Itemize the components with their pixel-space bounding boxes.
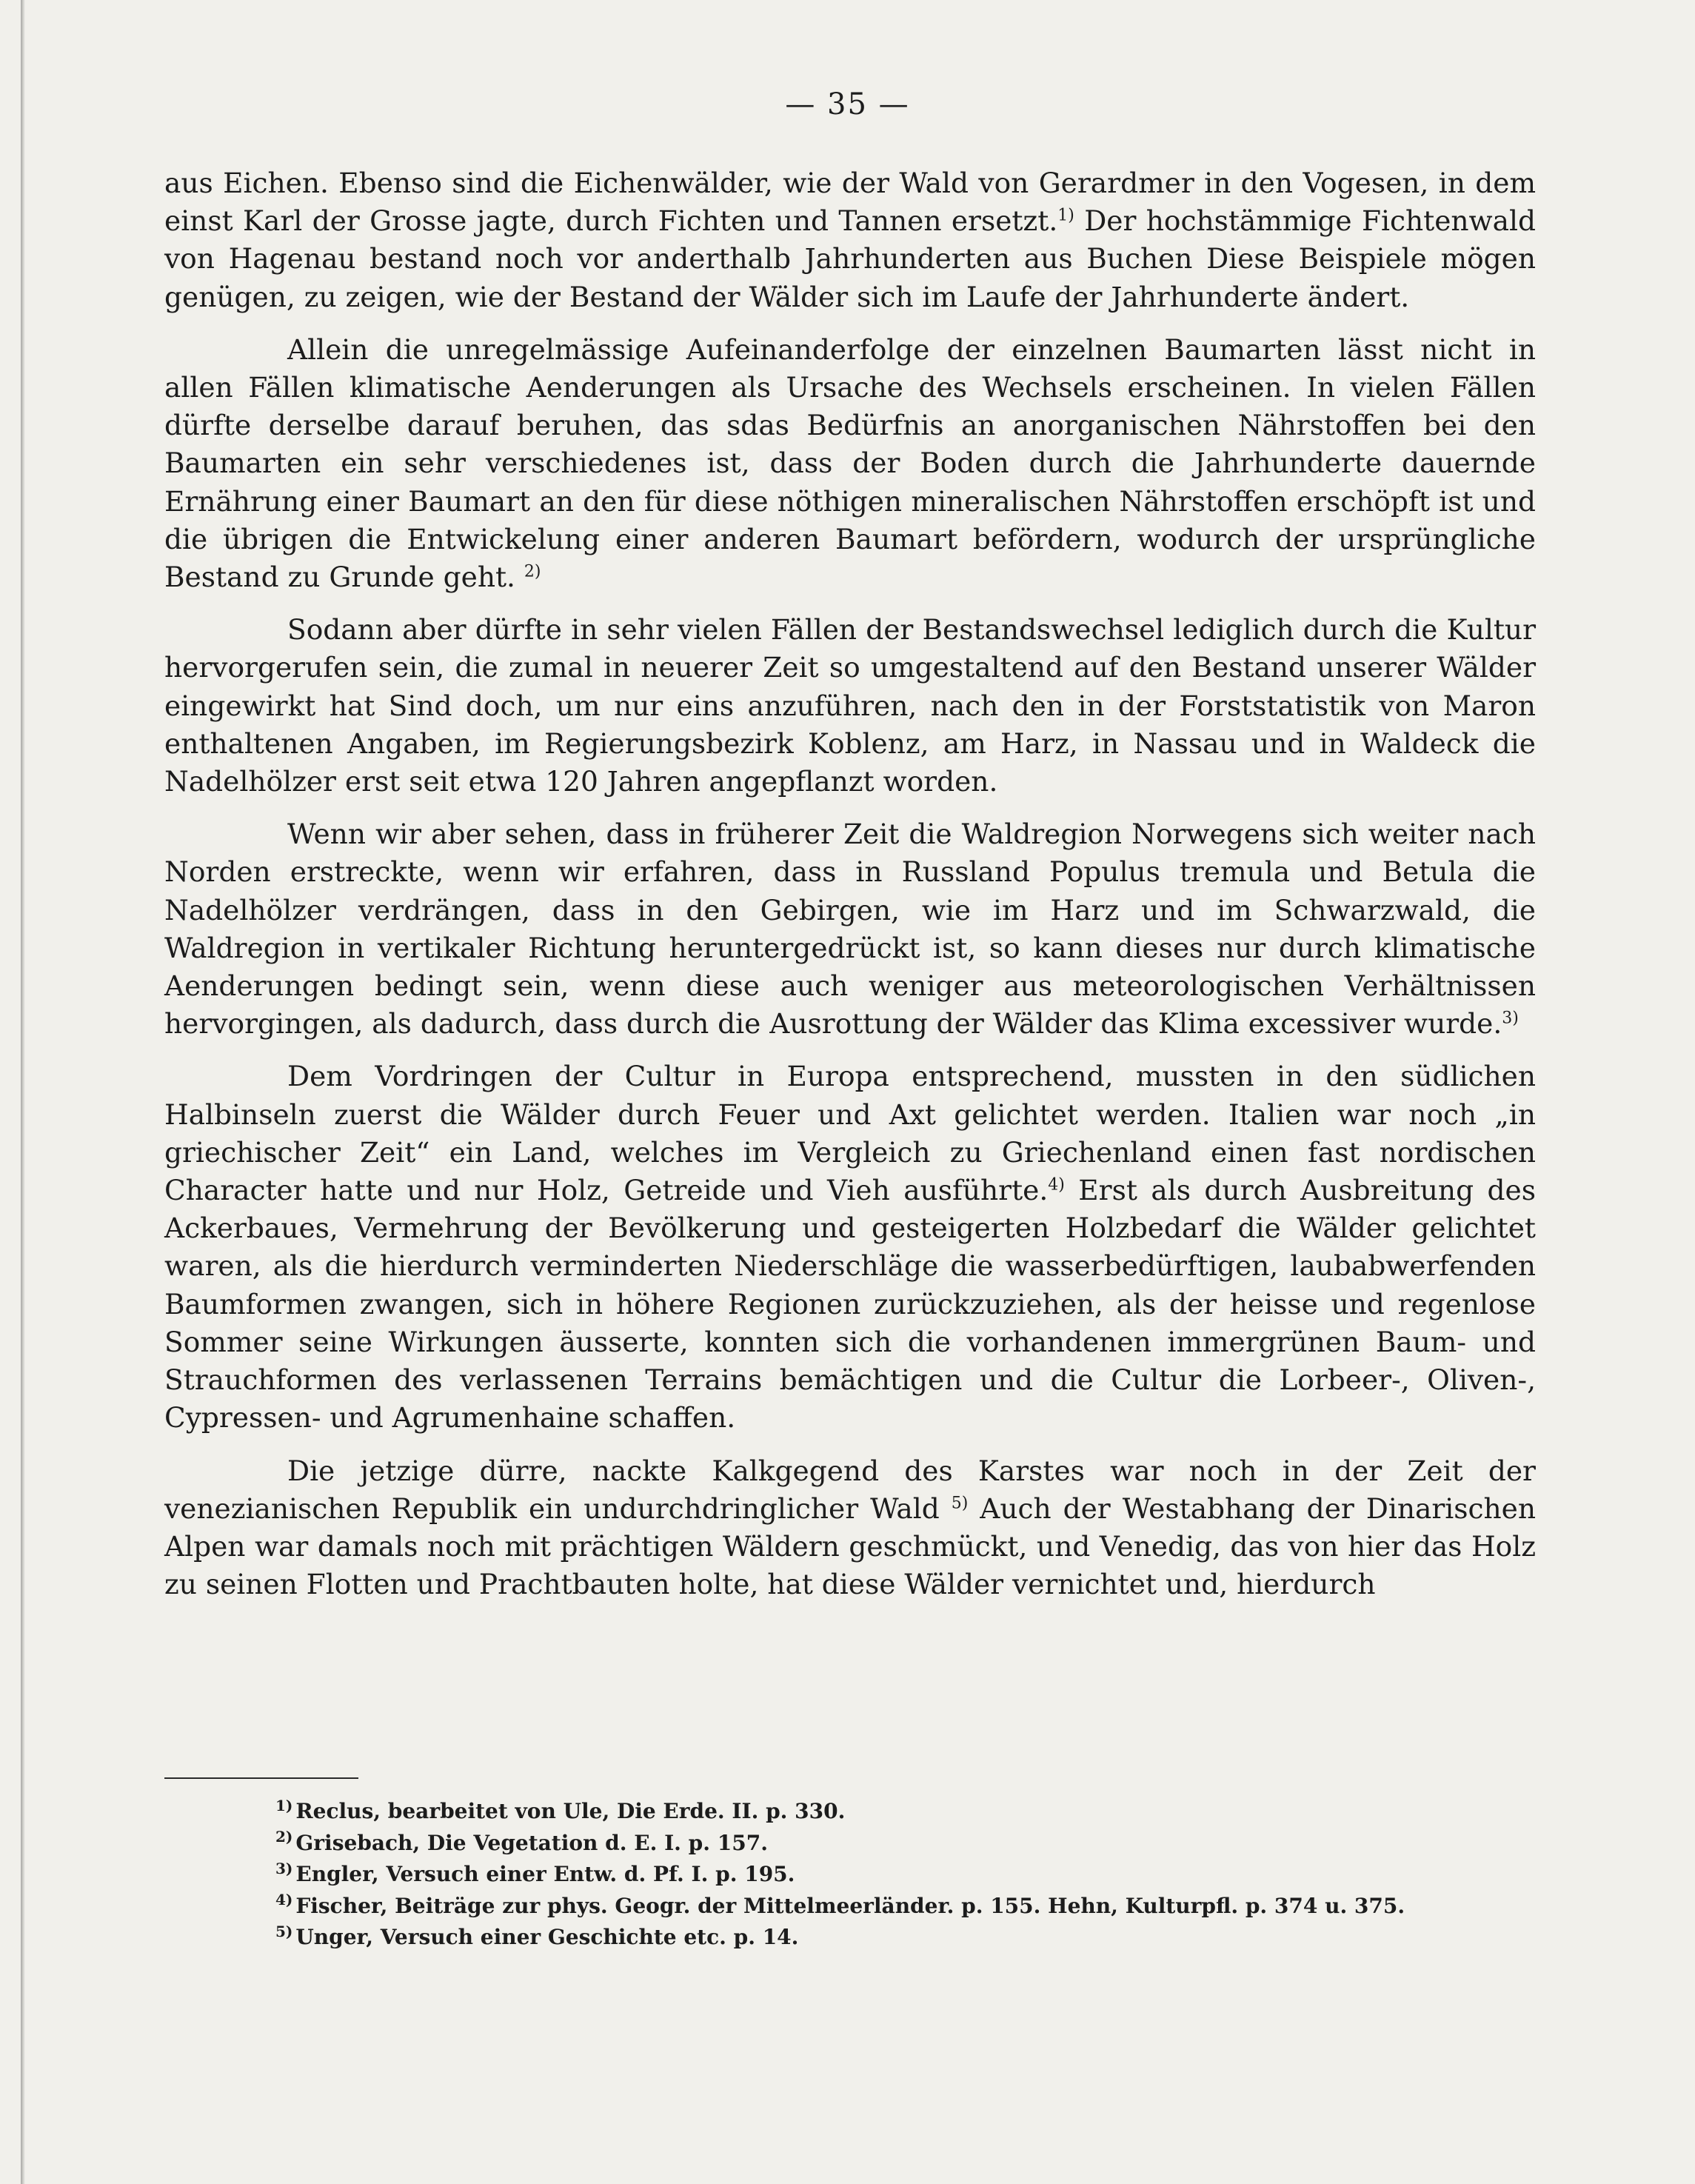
paragraph: Die jetzige dürre, nackte Kalkgegend des Karstes war noch in der Zeit der venezianischen Republik ein undurchdringlicher Wald $^{5)}$ Auch der Westabhang der Dinarischen Alpen war damals noch mit prächtigen Wäldern geschmückt, und Venedig, das von hier das Holz zu seinen Flotten und Prachtbauten holte, hat diese Wälder vernichtet und, hierdurch [164,1454,1536,1601]
paragraph: Wenn wir aber sehen, dass in früherer Zeit die Waldregion Norwegens sich weiter nach Norden erstreckte, wenn wir erfahren, dass in Russland Populus tremula und Betula die Nadelhölzer verdrängen, dass in den Gebirgen, wie im Harz und im Schwarzwald, die Waldregion in vertikaler Richtung heruntergedrückt ist, so kann dieses nur durch klimatische Aenderungen bedingt sein, wenn diese auch weniger aus meteorologischen Verhältnissen hervorgingen, als dadurch, dass durch die Ausrottung der Wälder das Klima excessiver wurde.$^{3)}$ [164,818,1536,1041]
paragraph: aus Eichen. Ebenso sind die Eichenwälder, wie der Wald von Gerardmer in den Vogesen, in dem einst Karl der Grosse jagte, durch Fichten und Tannen ersetzt.$^{1)}$ Der hochstämmige Fichtenwald von Hagenau bestand noch vor anderthalb Jahrhunderten aus Buchen Diese Beispiele mögen genügen, zu zeigen, wie der Bestand der Wälder sich im Laufe der Jahrhunderte ändert. [164,167,1536,313]
footnotes [275,1796,1549,1954]
paragraph: Dem Vordringen der Cultur in Europa entsprechend, mussten in den südlichen Halbinseln zuerst die Wälder durch Feuer und Axt gelichtet werden. Italien war noch „in griechischer Zeit“ ein Land, welches im Vergleich zu Griechenland einen fast nordischen Character hatte und nur Holz, Getreide und Vieh ausführte.$^{4)}$ Erst als durch Ausbreitung des Ackerbaues, Vermehrung der Bevölkerung und gesteigerten Holzbedarf die Wälder gelichtet waren, als die hierdurch verminderten Niederschläge die wasserbedürftigen, laubabwerfenden Baumformen zwangen, sich in höhere Regionen zurückzuziehen, als der heisse und regenlose Sommer seine Wirkungen äusserte, konnten sich die vorhandenen immergrünen Baum- und Strauchformen des verlassenen Terrains bemächtigen und die Cultur die Lorbeer-, Oliven-, Cypressen- und Agrumenhaine schaffen. [164,1060,1536,1435]
paragraph: Sodann aber dürfte in sehr vielen Fällen der Bestandswechsel lediglich durch die Kultur hervorgerufen sein, die zumal in neuerer Zeit so umgestaltend auf den Bestand unserer Wälder eingewirkt hat Sind doch, um nur eins anzuführen, nach den in der Forststatistik von Maron enthaltenen Angaben, im Regierungsbezirk Koblenz, am Harz, in Nassau und in Waldeck die Nadelhölzer erst seit etwa 120 Jahren angepflanzt worden. [164,613,1536,798]
footnote: $^{5)}$ Unger, Versuch einer Geschichte etc. p. 14. [275,1922,799,1949]
page-binding-edge [21,0,25,2184]
footnote: $^{3)}$ Engler, Versuch einer Entw. d. Pf. I. p. 195. [275,1859,795,1886]
body-text [164,164,1536,1618]
footnote-ref: 4) [1048,1175,1065,1195]
page-number: — 35 — [785,87,910,121]
footnote-ref: 2) [524,562,541,581]
footnote: $^{2)}$ Grisebach, Die Vegetation d. E. I. p. 157. [275,1828,768,1855]
footnote: $^{4)}$ Fischer, Beiträge zur phys. Geogr. der Mittelmeerländer. p. 155. Hehn, Kulturpfl. p. 374 u. 375. [275,1891,1405,1918]
footnote-ref: 5) [951,1494,969,1513]
footnote-ref: 3) [1502,1009,1519,1028]
footnote-ref: 1) [1057,206,1074,225]
paragraph: Allein die unregelmässige Aufeinanderfolge der einzelnen Baumarten lässt nicht in allen Fällen klimatische Aenderungen als Ursache des Wechsels erscheinen. In vielen Fällen dürfte derselbe darauf beruhen, das sdas Bedürfnis an anorganischen Nährstoffen bei den Baumarten ein sehr verschiedenes ist, dass der Boden durch die Jahrhunderte dauernde Ernährung einer Baumart an den für diese nöthigen mineralischen Nährstoffen erschöpft ist und die übrigen die Entwickelung einer anderen Baumart befördern, wodurch der ursprüngliche Bestand zu Grunde geht. $^{2)}$ [164,333,1536,594]
footnote: $^{1)}$ Reclus, bearbeitet von Ule, Die Erde. II. p. 330. [275,1796,846,1823]
footnote-separator [164,1777,358,1779]
